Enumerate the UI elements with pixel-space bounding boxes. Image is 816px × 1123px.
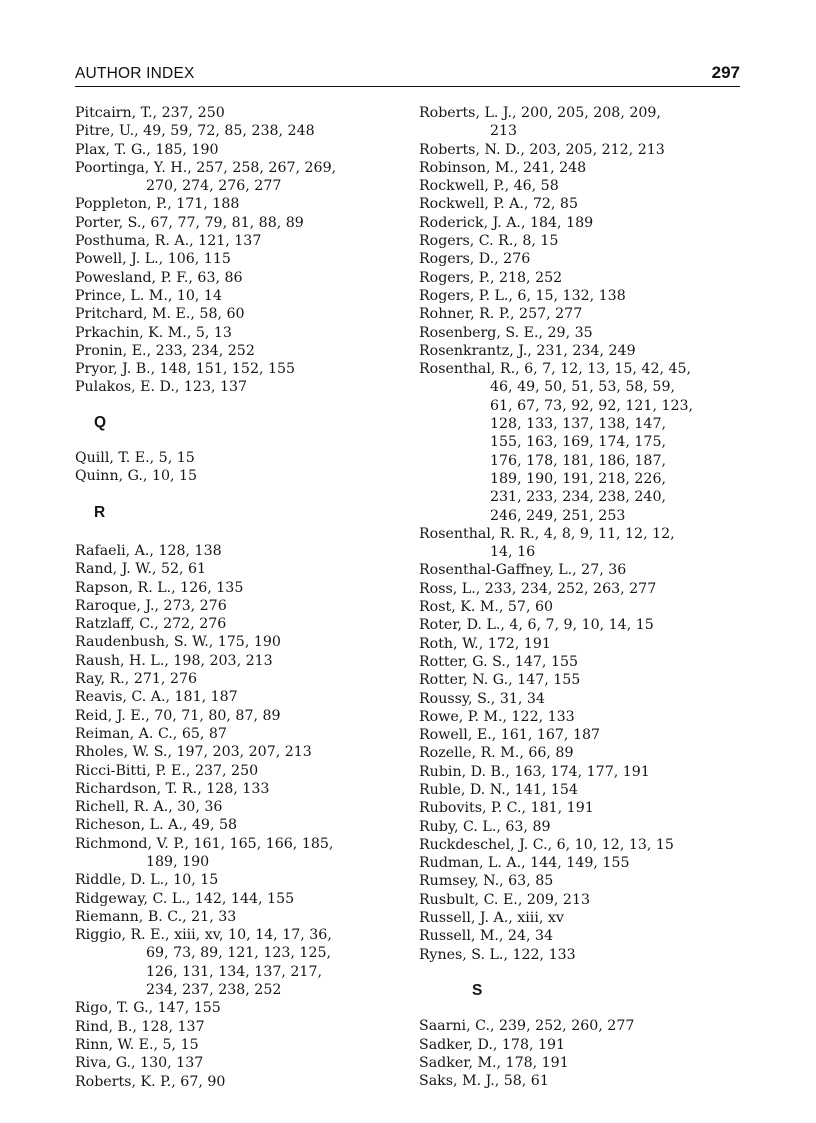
index-entry [75, 835, 405, 872]
index-entry: Sadker, M., 178, 191 [419, 1054, 569, 1071]
index-entry: Pryor, J. B., 148, 151, 152, 155 [75, 361, 296, 378]
index-entry: Ruby, C. L., 63, 89 [419, 818, 551, 835]
index-entry: Rosenthal-Gaffney, L., 27, 36 [419, 562, 627, 579]
index-entry: Roussy, S., 31, 34 [419, 690, 545, 707]
entry-continuation: 126, 131, 134, 137, 217, [146, 963, 322, 980]
index-entry: Rigo, T. G., 147, 155 [75, 1000, 221, 1017]
index-entry: Robinson, M., 241, 248 [419, 159, 587, 176]
index-entry: Ratzlaff, C., 272, 276 [75, 616, 227, 633]
header-title: AUTHOR INDEX [75, 65, 195, 82]
index-entry [419, 525, 749, 562]
entry-continuation: 246, 249, 251, 253 [490, 507, 626, 524]
index-entry: Pitre, U., 49, 59, 72, 85, 238, 248 [75, 123, 315, 140]
q-entries [75, 449, 405, 486]
entry-text: Richmond, V. P., 161, 165, 166, 185, [75, 835, 334, 852]
index-entry: Rubin, D. B., 163, 174, 177, 191 [419, 763, 650, 780]
index-entry: Ruckdeschel, J. C., 6, 10, 12, 13, 15 [419, 836, 674, 853]
index-entry: Rogers, D., 276 [419, 251, 531, 268]
entry-continuation: 231, 233, 234, 238, 240, [490, 489, 666, 506]
index-entry: Posthuma, R. A., 121, 137 [75, 233, 262, 250]
index-entry: Russell, J. A., xiii, xv [419, 910, 564, 927]
index-entry: Raush, H. L., 198, 203, 213 [75, 652, 273, 669]
index-entry: Pritchard, M. E., 58, 60 [75, 306, 245, 323]
index-entry: Rusbult, C. E., 209, 213 [419, 891, 591, 908]
index-entry: Roter, D. L., 4, 6, 7, 9, 10, 14, 15 [419, 617, 654, 634]
index-entry: Raroque, J., 273, 276 [75, 597, 227, 614]
index-entry: Rozelle, R. M., 66, 89 [419, 745, 574, 762]
entry-continuation: 213 [490, 123, 518, 140]
index-entry: Rotter, G. S., 147, 155 [419, 653, 579, 670]
index-entry: Prkachin, K. M., 5, 13 [75, 324, 232, 341]
running-header [75, 64, 740, 87]
entry-continuation: 155, 163, 169, 174, 175, [490, 434, 666, 451]
entry-continuation: 61, 67, 73, 92, 92, 121, 123, [490, 397, 694, 414]
entry-continuation: 189, 190, 191, 218, 226, [490, 470, 666, 487]
entry-continuation: 270, 274, 276, 277 [146, 178, 282, 195]
index-entry: Rotter, N. G., 147, 155 [419, 672, 581, 689]
index-entry: Saarni, C., 239, 252, 260, 277 [419, 1018, 635, 1035]
index-entry: Rubovits, P. C., 181, 191 [419, 800, 594, 817]
index-entry: Ross, L., 233, 234, 252, 263, 277 [419, 580, 657, 597]
r-entries-right [419, 104, 749, 964]
index-entry: Rosenkrantz, J., 231, 234, 249 [419, 342, 636, 359]
r-entries-left [75, 542, 405, 1091]
index-entry: Rohner, R. P., 257, 277 [419, 306, 583, 323]
right-column [419, 104, 749, 1090]
index-entry: Riva, G., 130, 137 [75, 1055, 204, 1072]
index-entry: Rafaeli, A., 128, 138 [75, 542, 222, 559]
index-entry: Richardson, T. R., 128, 133 [75, 780, 270, 797]
left-column [75, 104, 405, 1091]
index-entry: Rudman, L. A., 144, 149, 155 [419, 855, 630, 872]
p-entries [75, 104, 405, 397]
index-entry: Rynes, S. L., 122, 133 [419, 946, 576, 963]
entry-text: Riggio, R. E., xiii, xv, 10, 14, 17, 36, [75, 927, 332, 944]
entry-continuation: 14, 16 [490, 544, 536, 561]
index-entry: Rockwell, P., 46, 58 [419, 178, 559, 195]
index-entry: Russell, M., 24, 34 [419, 928, 554, 945]
index-entry: Riemann, B. C., 21, 33 [75, 908, 237, 925]
index-entry: Ray, R., 271, 276 [75, 671, 198, 688]
index-entry: Roberts, K. P., 67, 90 [75, 1073, 226, 1090]
entry-continuation: 234, 237, 238, 252 [146, 982, 282, 999]
index-entry: Ruble, D. N., 141, 154 [419, 781, 578, 798]
index-entry: Ricci-Bitti, P. E., 237, 250 [75, 762, 259, 779]
entry-text: Rosenthal, R., 6, 7, 12, 13, 15, 42, 45, [419, 361, 692, 378]
entry-text: Rosenthal, R. R., 4, 8, 9, 11, 12, 12, [419, 525, 675, 542]
index-entry: Porter, S., 67, 77, 79, 81, 88, 89 [75, 214, 304, 231]
index-entry: Rockwell, P. A., 72, 85 [419, 196, 578, 213]
index-entry: Rinn, W. E., 5, 15 [75, 1036, 199, 1053]
index-entry: Rosenberg, S. E., 29, 35 [419, 324, 593, 341]
index-entry: Roth, W., 172, 191 [419, 635, 551, 652]
entry-continuation: 46, 49, 50, 51, 53, 58, 59, [490, 379, 675, 396]
section-letter-r: R [94, 503, 106, 521]
index-entry: Pulakos, E. D., 123, 137 [75, 379, 248, 396]
entry-continuation: 176, 178, 181, 186, 187, [490, 452, 666, 469]
index-entry: Rholes, W. S., 197, 203, 207, 213 [75, 744, 312, 761]
index-entry: Reid, J. E., 70, 71, 80, 87, 89 [75, 707, 281, 724]
entry-text: Poortinga, Y. H., 257, 258, 267, 269, [75, 159, 337, 176]
index-entry: Riddle, D. L., 10, 15 [75, 872, 219, 889]
index-entry: Roberts, N. D., 203, 205, 212, 213 [419, 141, 665, 158]
index-entry [419, 104, 749, 141]
index-entry: Rumsey, N., 63, 85 [419, 873, 554, 890]
entry-continuation: 69, 73, 89, 121, 123, 125, [146, 945, 332, 962]
s-entries [419, 1017, 749, 1090]
index-entry: Quinn, G., 10, 15 [75, 468, 198, 485]
index-entry: Rind, B., 128, 137 [75, 1018, 205, 1035]
index-entry: Pronin, E., 233, 234, 252 [75, 342, 255, 359]
index-entry: Richell, R. A., 30, 36 [75, 799, 223, 816]
index-entry: Prince, L. M., 10, 14 [75, 287, 222, 304]
section-letter-q: Q [94, 413, 107, 431]
index-entry: Richeson, L. A., 49, 58 [75, 817, 238, 834]
index-entry: Quill, T. E., 5, 15 [75, 450, 195, 467]
index-entry: Raudenbush, S. W., 175, 190 [75, 634, 281, 651]
entry-continuation: 189, 190 [146, 853, 210, 870]
entry-text: Roberts, L. J., 200, 205, 208, 209, [419, 105, 661, 121]
index-entry: Powell, J. L., 106, 115 [75, 251, 231, 268]
index-entry: Saks, M. J., 58, 61 [419, 1073, 549, 1090]
section-letter-s: S [472, 981, 483, 999]
index-entry: Poppleton, P., 171, 188 [75, 196, 240, 213]
index-entry: Plax, T. G., 185, 190 [75, 141, 219, 158]
index-entry: Pitcairn, T., 237, 250 [75, 105, 225, 121]
index-entry [419, 360, 749, 525]
entry-continuation: 128, 133, 137, 138, 147, [490, 416, 666, 433]
index-entry: Sadker, D., 178, 191 [419, 1036, 566, 1053]
index-entry: Rogers, P., 218, 252 [419, 269, 563, 286]
index-entry: Reavis, C. A., 181, 187 [75, 689, 238, 706]
index-entry: Rogers, C. R., 8, 15 [419, 233, 559, 250]
index-entry: Ridgeway, C. L., 142, 144, 155 [75, 890, 295, 907]
index-entry: Rapson, R. L., 126, 135 [75, 579, 244, 596]
index-entry: Reiman, A. C., 65, 87 [75, 725, 227, 742]
page-number: 297 [711, 63, 740, 82]
index-entry: Rowell, E., 161, 167, 187 [419, 727, 601, 744]
index-entry: Powesland, P. F., 63, 86 [75, 269, 243, 286]
index-entry: Rand, J. W., 52, 61 [75, 561, 207, 578]
index-entry: Rowe, P. M., 122, 133 [419, 708, 575, 725]
index-entry [75, 926, 405, 999]
index-entry [75, 159, 405, 196]
index-entry: Roderick, J. A., 184, 189 [419, 214, 594, 231]
index-entry: Rogers, P. L., 6, 15, 132, 138 [419, 287, 626, 304]
index-entry: Rost, K. M., 57, 60 [419, 599, 554, 616]
